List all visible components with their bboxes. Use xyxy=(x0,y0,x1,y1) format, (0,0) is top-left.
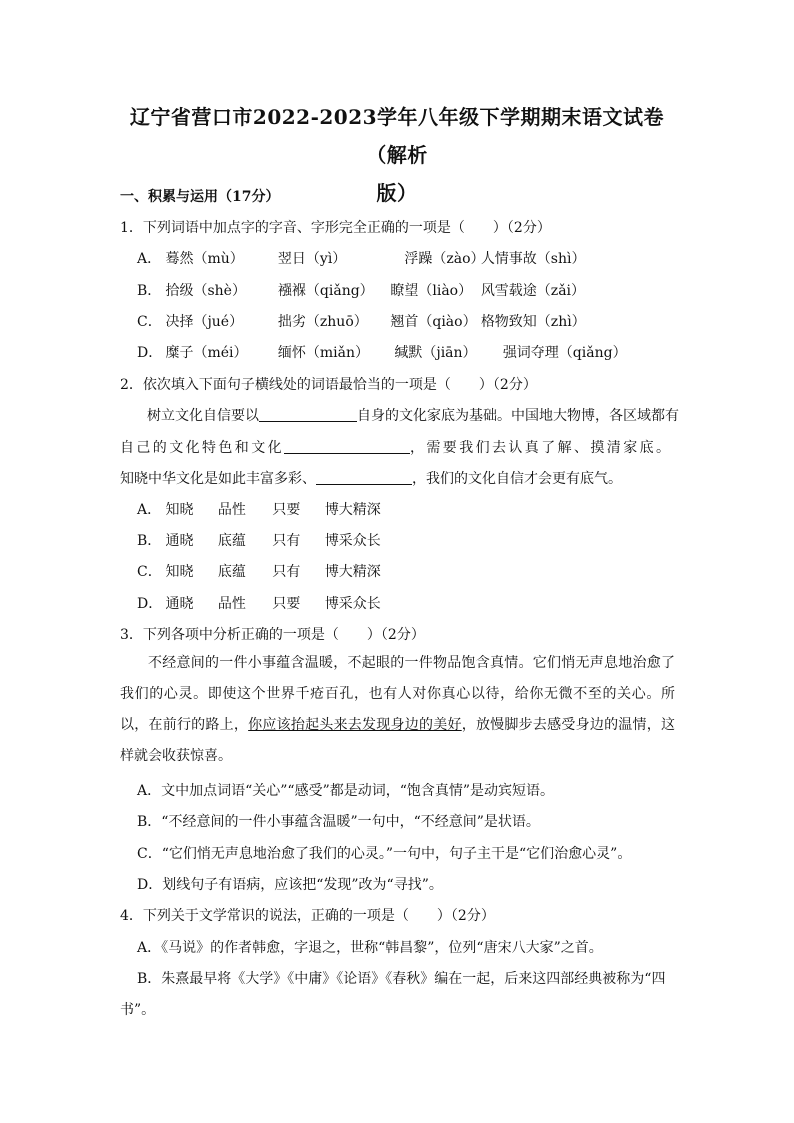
title-line-2: 版） xyxy=(376,181,418,205)
option-label: B． xyxy=(137,533,162,549)
option-item: 蓦然（mù） xyxy=(165,251,244,267)
option-label: D． xyxy=(137,596,163,612)
passage-text: 树立文化自信要以 xyxy=(147,408,259,424)
q3-option-c: C．“它们悄无声息地治愈了我们的心灵。”一句中，句子主干是“它们治愈心灵”。 xyxy=(137,846,632,862)
q4-option-a: A．《马说》的作者韩愈，字退之，世称“韩昌黎”，位列“唐宋八大家”之首。 xyxy=(137,940,603,956)
option-item: 通晓 xyxy=(165,533,194,549)
option-item: 底蕴 xyxy=(217,533,246,549)
q2-option-a xyxy=(137,499,381,519)
option-item: 通晓 xyxy=(165,596,194,612)
option-item: 襁褓（qiǎng） xyxy=(277,283,374,299)
passage-text: ，我们的文化自信才会更有底气。 xyxy=(412,471,622,487)
question-3-stem: 3．下列各项中分析正确的一项是（ ）（2分） xyxy=(120,627,425,643)
passage-text: 自身的文化家底为基础。中国地大物博，各区域都有 xyxy=(357,408,679,424)
option-item: 博采众长 xyxy=(324,533,381,549)
option-item: 人情事故（shì） xyxy=(480,251,586,267)
option-item: 底蕴 xyxy=(217,564,246,580)
q3-option-a: A．文中加点词语“关心”“感受”都是动词，“饱含真情”是动宾短语。 xyxy=(137,783,555,799)
q3-passage xyxy=(120,648,675,772)
option-item: 只有 xyxy=(272,533,301,549)
option-item: 缄默（jiān） xyxy=(394,345,477,361)
title-line-1: 辽宁省营口市2022-2023学年八年级下学期期末语文试卷（解析 xyxy=(129,105,665,167)
q4-option-b-line-2: 书”。 xyxy=(120,1002,156,1018)
q2-option-b xyxy=(137,530,381,550)
passage-text: 自己的文化特色和文化 xyxy=(120,440,284,456)
option-item: 品性 xyxy=(217,596,246,612)
option-item: 博大精深 xyxy=(324,502,381,518)
q2-option-c xyxy=(137,561,381,581)
option-label: A． xyxy=(137,251,162,267)
q1-option-a xyxy=(137,248,586,268)
option-item: 风雪载途（zǎi） xyxy=(480,283,586,299)
option-item: 拾级（shè） xyxy=(165,283,246,299)
option-item: 翌日（yì） xyxy=(277,251,347,267)
option-item: 拙劣（zhuō） xyxy=(277,314,368,330)
option-item: 知晓 xyxy=(165,502,194,518)
option-item: 品性 xyxy=(217,502,246,518)
option-item: 糜子（méi） xyxy=(165,345,248,361)
option-item: 浮躁（zào） xyxy=(404,251,485,267)
option-label: A． xyxy=(137,502,162,518)
question-4-stem: 4．下列关于文学常识的说法，正确的一项是（ ）（2分） xyxy=(120,908,495,924)
option-item: 强词夺理（qiǎng） xyxy=(502,345,627,361)
question-1-stem: 1．下列词语中加点字的字音、字形完全正确的一项是（ ）（2分） xyxy=(120,220,551,236)
underlined-sentence: 你应该抬起头来去发现身边的美好 xyxy=(248,717,462,733)
option-item: 格物致知（zhì） xyxy=(480,314,586,330)
option-item: 缅怀（miǎn） xyxy=(277,345,370,361)
q1-option-c xyxy=(137,311,586,331)
option-label: B． xyxy=(137,283,162,299)
option-label: C． xyxy=(137,314,162,330)
option-item: 翘首（qiào） xyxy=(390,314,477,330)
option-label: D． xyxy=(137,345,163,361)
q1-option-d xyxy=(137,342,627,362)
q3-option-d: D．划线句子有语病，应该把“发现”改为“寻找”。 xyxy=(137,877,443,893)
q4-option-b-line-1: B．朱熹最早将《大学》《中庸》《论语》《春秋》编在一起，后来这四部经典被称为“四 xyxy=(137,971,666,987)
option-item: 博大精深 xyxy=(324,564,381,580)
option-label: C． xyxy=(137,564,162,580)
q1-option-b xyxy=(137,280,585,300)
q2-option-d xyxy=(137,593,381,613)
option-item: 只要 xyxy=(272,502,301,518)
fill-blank-2 xyxy=(284,439,410,454)
question-2-stem: 2．依次填入下面句子横线处的词语最恰当的一项是（ ）（2分） xyxy=(120,377,537,393)
option-item: 只有 xyxy=(272,564,301,580)
option-item: 瞭望（liào） xyxy=(390,283,473,299)
section-heading: 一、积累与运用（17分） xyxy=(120,189,280,205)
passage-text: ，需要我们去认真了解、摸清家底。 xyxy=(410,440,673,456)
option-item: 决择（jué） xyxy=(165,314,244,330)
option-item: 博采众长 xyxy=(324,596,381,612)
passage-text: 知晓中华文化是如此丰富多彩、 xyxy=(120,471,316,487)
q2-passage-line-1 xyxy=(147,405,684,425)
passage-text: 不经意间的一件小事蕴含温暖，不起眼的一件物品饱含真情。它们悄无声息地治愈了我们的心灵。即使这个世界千疮百孔，也有人对你真心以待，给你无微不至的关心。所以，在前行的路上， xyxy=(120,655,675,733)
fill-blank-1 xyxy=(259,407,357,422)
option-item: 只要 xyxy=(272,596,301,612)
fill-blank-3 xyxy=(316,470,412,485)
q2-passage-line-2 xyxy=(120,437,684,457)
passage-text: ，放慢脚步去感受身边的温情，这样就会收获惊喜。 xyxy=(120,717,676,764)
q2-passage-line-3 xyxy=(120,468,684,488)
q3-option-b: B．“不经意间的一件小事蕴含温暖”一句中，“不经意间”是状语。 xyxy=(137,814,540,830)
option-item: 知晓 xyxy=(165,564,194,580)
